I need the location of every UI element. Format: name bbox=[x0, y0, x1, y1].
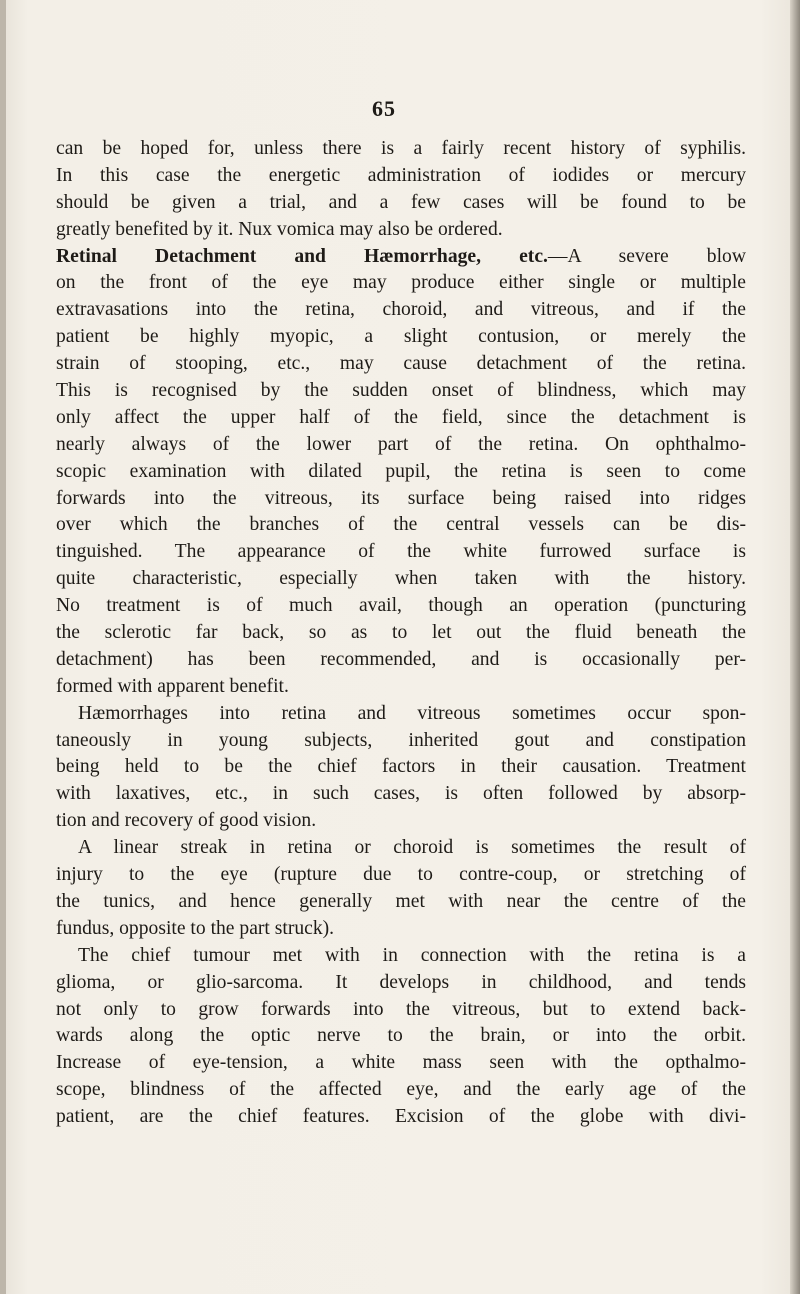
page-number: 65 bbox=[372, 96, 396, 121]
text-line: scope, blindness of the affected eye, and the early age of the bbox=[56, 1079, 746, 1101]
text-line: fundus, opposite to the part struck). bbox=[56, 917, 335, 939]
text-line: being held to be the chief factors in their causation. Treatment bbox=[56, 756, 746, 778]
page-left-edge bbox=[0, 0, 6, 1294]
text-line: Increase of eye-tension, a white mass seen with the opthalmo- bbox=[56, 1052, 746, 1074]
section-heading: Retinal Detachment and Hæmorrhage, etc. bbox=[56, 245, 548, 267]
text-line: extravasations into the retina, choroid, and vitreous, and if the bbox=[56, 299, 746, 321]
text-line: should be given a trial, and a few cases will be found to be bbox=[56, 191, 746, 213]
text-line: patient be highly myopic, a slight contusion, or merely the bbox=[56, 326, 746, 348]
heading-continuation: —A severe blow bbox=[547, 245, 746, 267]
text-line: nearly always of the lower part of the retina. On ophthalmo- bbox=[56, 433, 746, 455]
text-line: patient, are the chief features. Excision of the globe with divi- bbox=[56, 1106, 746, 1128]
text-line: In this case the energetic administration of iodides or mercury bbox=[56, 164, 746, 186]
text-line: forwards into the vitreous, its surface being raised into ridges bbox=[56, 487, 746, 509]
heading-line bbox=[56, 244, 746, 271]
text-line: quite characteristic, especially when taken with the history. bbox=[56, 568, 746, 590]
text-line: tion and recovery of good vision. bbox=[56, 810, 317, 832]
body-text bbox=[56, 136, 746, 1131]
page-right-edge bbox=[790, 0, 800, 1294]
text-line: formed with apparent benefit. bbox=[56, 675, 289, 697]
text-line: on the front of the eye may produce either single or multiple bbox=[56, 272, 746, 294]
text-line: taneously in young subjects, inherited gout and constipation bbox=[56, 729, 746, 751]
text-line: The chief tumour met with in connection with the retina is a bbox=[78, 944, 746, 966]
text-line: This is recognised by the sudden onset of blindness, which may bbox=[56, 380, 746, 402]
text-line: the tunics, and hence generally met with near the centre of the bbox=[56, 890, 746, 912]
text-line: glioma, or glio-sarcoma. It develops in childhood, and tends bbox=[56, 971, 746, 993]
text-line: scopic examination with dilated pupil, the retina is seen to come bbox=[56, 460, 746, 482]
text-line: detachment) has been recommended, and is occasionally per- bbox=[56, 648, 746, 670]
text-line: strain of stooping, etc., may cause detachment of the retina. bbox=[56, 353, 746, 375]
text-line: over which the branches of the central vessels can be dis- bbox=[56, 514, 746, 536]
text-line: can be hoped for, unless there is a fairly recent history of syphilis. bbox=[56, 138, 746, 159]
text-line: the sclerotic far back, so as to let out the fluid beneath the bbox=[56, 622, 746, 644]
text-line: not only to grow forwards into the vitreous, but to extend back- bbox=[56, 998, 746, 1020]
text-line: with laxatives, etc., in such cases, is often followed by absorp- bbox=[56, 783, 746, 805]
text-line: A linear streak in retina or choroid is sometimes the result of bbox=[78, 837, 746, 859]
text-line: greatly benefited by it. Nux vomica may also be ordered. bbox=[56, 218, 503, 240]
text-line: Hæmorrhages into retina and vitreous sometimes occur spon- bbox=[78, 702, 746, 724]
text-line: injury to the eye (rupture due to contre-coup, or stretching of bbox=[56, 864, 746, 886]
text-line: wards along the optic nerve to the brain, or into the orbit. bbox=[56, 1025, 746, 1047]
text-line: tinguished. The appearance of the white furrowed surface is bbox=[56, 541, 746, 563]
text-line: only affect the upper half of the field, since the detachment is bbox=[56, 406, 746, 428]
text-line: No treatment is of much avail, though an operation (puncturing bbox=[56, 595, 746, 617]
